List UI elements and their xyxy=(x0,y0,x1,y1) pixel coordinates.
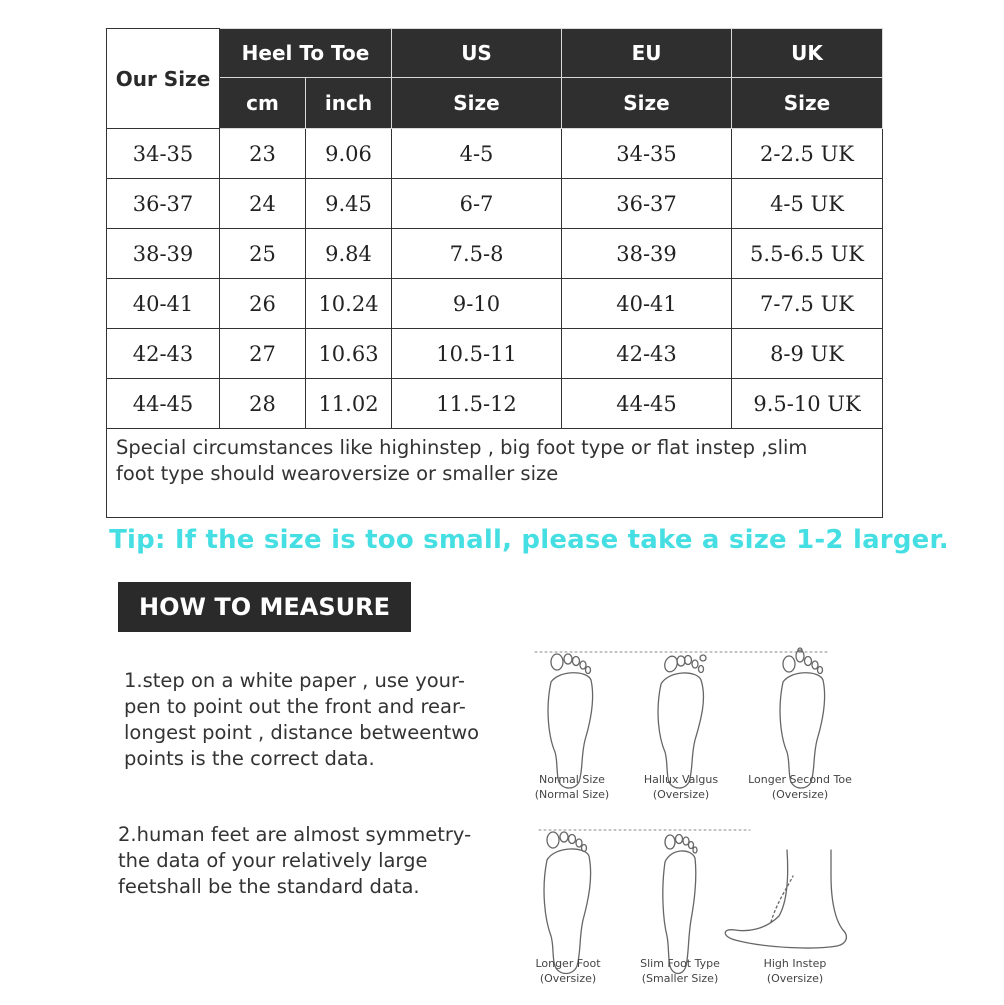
longer-second-toe-caption xyxy=(745,772,855,802)
step-1-line: pen to point out the front and rear- xyxy=(124,695,466,718)
inch-cell: 10.24 xyxy=(306,279,392,329)
uk-size-cell: 4-5 UK xyxy=(732,179,883,229)
slim-foot-icon xyxy=(663,835,697,974)
cm-cell: 27 xyxy=(220,329,306,379)
uk-size-cell: 7-7.5 UK xyxy=(732,279,883,329)
foot-type-note: (Oversize) xyxy=(766,972,824,985)
foot-type-name: Longer Foot xyxy=(535,957,601,970)
eu-header: EU xyxy=(562,29,732,78)
eu-size-cell: 40-41 xyxy=(562,279,732,329)
size-chart-table xyxy=(106,28,882,502)
step-2-line: the data of your relatively large xyxy=(118,849,428,872)
us-header: US xyxy=(392,29,562,78)
table-row xyxy=(107,229,883,279)
eu-size-cell: 42-43 xyxy=(562,329,732,379)
uk-size-subheader: Size xyxy=(732,78,883,129)
inch-header: inch xyxy=(306,78,392,129)
note-line-2: foot type should wearoversize or smaller size xyxy=(116,462,559,485)
table-row xyxy=(107,179,883,229)
foot-type-note: (Normal Size) xyxy=(534,788,610,801)
step-2-line: feetshall be the standard data. xyxy=(118,875,420,898)
foot-type-note: (Smaller Size) xyxy=(641,972,719,985)
cm-cell: 25 xyxy=(220,229,306,279)
measure-step-1 xyxy=(124,668,479,772)
cm-cell: 28 xyxy=(220,379,306,429)
high-instep-caption xyxy=(740,956,850,986)
hallux-valgus-foot-icon xyxy=(658,654,706,788)
uk-size-cell: 5.5-6.5 UK xyxy=(732,229,883,279)
foot-types-illustration xyxy=(525,640,855,990)
inch-cell: 9.45 xyxy=(306,179,392,229)
heel-to-toe-header: Heel To Toe xyxy=(220,29,392,78)
special-circumstances-note xyxy=(107,429,883,518)
cm-header: cm xyxy=(220,78,306,129)
foot-type-name: Hallux Valgus xyxy=(643,773,719,786)
eu-size-cell: 36-37 xyxy=(562,179,732,229)
us-size-cell: 4-5 xyxy=(392,129,562,179)
uk-header: UK xyxy=(732,29,883,78)
foot-sketches xyxy=(525,640,855,990)
our-size-cell: 40-41 xyxy=(107,279,220,329)
us-size-cell: 11.5-12 xyxy=(392,379,562,429)
table-row xyxy=(107,379,883,429)
normal-size-caption xyxy=(517,772,627,802)
longer-second-toe-foot-icon xyxy=(780,648,825,788)
inch-cell: 11.02 xyxy=(306,379,392,429)
eu-size-cell: 44-45 xyxy=(562,379,732,429)
step-1-line: 1.step on a white paper , use your- xyxy=(124,669,465,692)
our-size-cell: 34-35 xyxy=(107,129,220,179)
us-size-subheader: Size xyxy=(392,78,562,129)
step-1-line: points is the correct data. xyxy=(124,747,375,770)
us-size-cell: 9-10 xyxy=(392,279,562,329)
our-size-cell: 42-43 xyxy=(107,329,220,379)
normal-foot-icon xyxy=(548,654,593,788)
size-tip: Tip: If the size is too small, please take a size 1-2 larger. xyxy=(109,525,949,555)
cm-cell: 23 xyxy=(220,129,306,179)
foot-type-note: (Oversize) xyxy=(652,788,710,801)
eu-size-cell: 38-39 xyxy=(562,229,732,279)
our-size-cell: 36-37 xyxy=(107,179,220,229)
foot-type-name: Slim Foot Type xyxy=(640,957,720,970)
cm-cell: 26 xyxy=(220,279,306,329)
inch-cell: 10.63 xyxy=(306,329,392,379)
step-2-line: 2.human feet are almost symmetry- xyxy=(118,823,472,846)
cm-cell: 24 xyxy=(220,179,306,229)
slim-foot-caption xyxy=(625,956,735,986)
foot-type-name: Normal Size xyxy=(539,773,605,786)
foot-type-name: Longer Second Toe xyxy=(748,773,852,786)
us-size-cell: 10.5-11 xyxy=(392,329,562,379)
hallux-valgus-caption xyxy=(626,772,736,802)
uk-size-cell: 8-9 UK xyxy=(732,329,883,379)
our-size-cell: 38-39 xyxy=(107,229,220,279)
table-row xyxy=(107,129,883,179)
longer-foot-icon xyxy=(544,832,591,974)
note-line-1: Special circumstances like highinstep , big foot type or flat instep ,slim xyxy=(116,436,808,459)
eu-size-cell: 34-35 xyxy=(562,129,732,179)
inch-cell: 9.06 xyxy=(306,129,392,179)
high-instep-foot-icon xyxy=(725,850,846,948)
how-to-measure-header: HOW TO MEASURE xyxy=(118,582,411,632)
eu-size-subheader: Size xyxy=(562,78,732,129)
measure-step-2 xyxy=(118,822,471,900)
us-size-cell: 7.5-8 xyxy=(392,229,562,279)
uk-size-cell: 9.5-10 UK xyxy=(732,379,883,429)
us-size-cell: 6-7 xyxy=(392,179,562,229)
step-1-line: longest point , distance betweentwo xyxy=(124,721,480,744)
table-row xyxy=(107,279,883,329)
foot-type-note: (Oversize) xyxy=(539,972,597,985)
uk-size-cell: 2-2.5 UK xyxy=(732,129,883,179)
our-size-cell: 44-45 xyxy=(107,379,220,429)
longer-foot-caption xyxy=(513,956,623,986)
table-row xyxy=(107,329,883,379)
foot-type-name: High Instep xyxy=(763,957,827,970)
inch-cell: 9.84 xyxy=(306,229,392,279)
our-size-header: Our Size xyxy=(107,29,220,129)
foot-type-note: (Oversize) xyxy=(771,788,829,801)
